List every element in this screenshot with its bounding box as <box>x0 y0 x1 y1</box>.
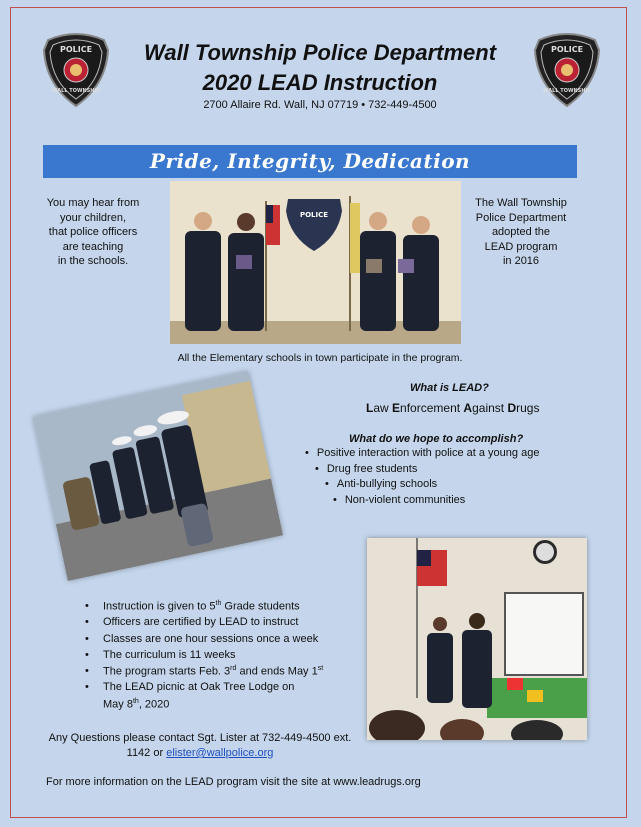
left-blurb-line: your children, <box>59 211 127 224</box>
hope-item: • Non-violent communities <box>305 494 539 510</box>
right-blurb-line: Police Department <box>475 211 567 224</box>
left-blurb-line: that police officers <box>48 226 138 238</box>
badge-bottom-text: WALL TOWNSHIP <box>543 88 591 94</box>
left-blurb <box>33 196 153 269</box>
lead-acronym <box>366 401 566 415</box>
classroom-photo <box>367 538 587 740</box>
contact-info <box>40 731 360 761</box>
right-blurb-line: adopted the <box>491 226 551 238</box>
fact-sup: th <box>215 600 222 607</box>
contact-text: 1142 or <box>126 747 167 759</box>
fact-item: • The LEAD picnic at Oak Tree Lodge on <box>85 681 323 697</box>
acronym-letter: E <box>392 401 401 415</box>
footer-note: For more information on the LEAD program visit the site at www.leadrugs.org <box>46 776 421 788</box>
badge-top-text: POLICE <box>550 45 584 54</box>
right-blurb-line: in 2016 <box>502 255 540 267</box>
badge-bottom-text: WALL TOWNSHIP <box>52 88 100 94</box>
program-facts-list <box>85 600 323 714</box>
contact-email-link[interactable]: elister@wallpolice.org <box>166 747 274 759</box>
acronym-word: aw <box>373 401 393 415</box>
fact-item <box>85 600 323 616</box>
right-blurb <box>462 196 580 269</box>
fact-item-continuation <box>85 698 323 714</box>
contact-line <box>40 746 360 761</box>
fact-item: • Officers are certified by LEAD to instruct <box>85 616 323 632</box>
acronym-word: rugs <box>516 401 540 415</box>
acronym-word: nforcement <box>400 401 464 415</box>
photo-caption: All the Elementary schools in town participate in the program. <box>177 352 463 364</box>
hope-item: • Positive interaction with police at a young age <box>305 447 539 463</box>
right-blurb-line: LEAD program <box>484 240 558 253</box>
acronym-letter: A <box>463 401 473 415</box>
hope-heading: What do we hope to accomplish? <box>349 433 524 445</box>
fact-sup: rd <box>230 665 237 673</box>
right-blurb-line: The Wall Township <box>475 197 567 209</box>
acronym-letter: D <box>507 401 517 415</box>
lead-question <box>410 382 530 394</box>
fact-text: May 8 <box>103 698 133 711</box>
fact-text: Grade students <box>221 600 300 613</box>
badge-top-text: POLICE <box>59 45 93 54</box>
fact-text: , 2020 <box>138 698 170 711</box>
wall-badge-text: POLICE <box>299 211 329 219</box>
left-blurb-line: in the schools. <box>57 255 129 267</box>
address-line: 2700 Allaire Rd. Wall, NJ 07719 • 732-449-4500 <box>203 99 437 111</box>
fact-item <box>85 665 323 681</box>
police-badge-left-icon <box>40 30 112 108</box>
hope-item: • Drug free students <box>305 463 539 479</box>
police-badge-right-icon <box>531 30 603 108</box>
fact-text: The program starts Feb. 3 <box>103 665 231 678</box>
fact-sup: st <box>317 665 324 673</box>
left-blurb-line: You may hear from <box>46 197 140 209</box>
lead-question-text: What is LEAD? <box>410 382 489 394</box>
acronym-letter: L <box>366 401 374 415</box>
fact-item: • The curriculum is 11 weeks <box>85 649 323 665</box>
fact-sup: th <box>132 697 139 705</box>
fact-text: and ends May 1 <box>236 665 318 678</box>
acronym-word: gainst <box>472 401 508 415</box>
hope-item: • Anti-bullying schools <box>305 478 539 494</box>
fact-text: Instruction is given to 5 <box>103 600 216 613</box>
officers-group-photo <box>170 181 461 344</box>
motto-banner <box>43 145 577 178</box>
page-title: Wall Township Police Department <box>143 40 497 65</box>
fact-item: • Classes are one hour sessions once a week <box>85 633 323 649</box>
left-blurb-line: are teaching <box>62 240 124 253</box>
page-subtitle: 2020 LEAD Instruction <box>202 70 438 95</box>
contact-line: Any Questions please contact Sgt. Lister at 732-449-4500 ext. <box>48 732 352 744</box>
hope-list <box>305 447 539 509</box>
motto-text: Pride, Integrity, Dedication <box>149 149 471 173</box>
